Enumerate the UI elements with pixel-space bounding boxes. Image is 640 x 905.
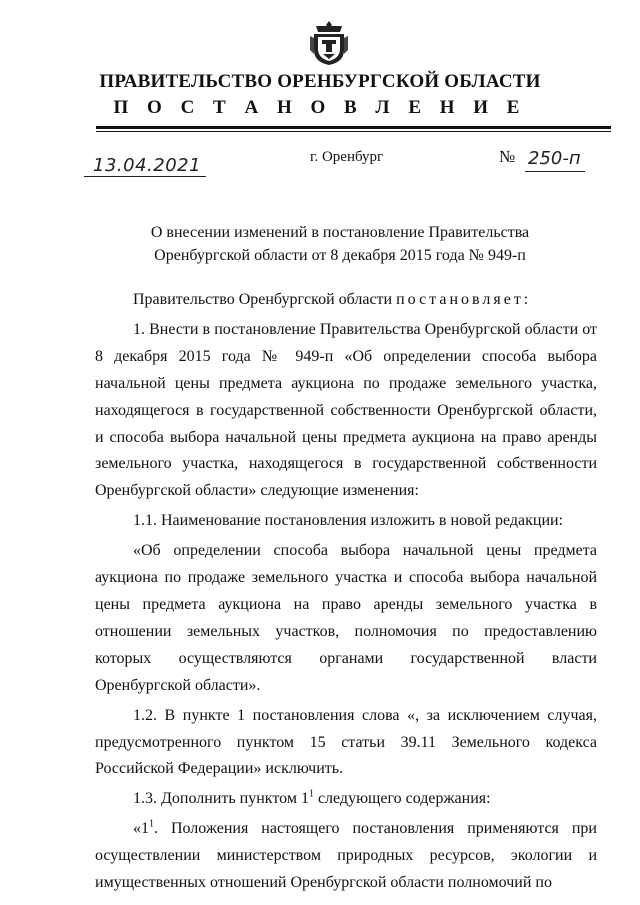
- intro-text: Правительство Оренбургской области: [133, 291, 397, 308]
- handwritten-date: 13.04.2021: [93, 155, 202, 176]
- number-label: №: [499, 147, 516, 166]
- decree-subject: [130, 221, 550, 267]
- date-underline: [84, 176, 206, 177]
- paragraph-1-1: 1.1. Наименование постановления изложить в новой редакции:: [133, 512, 564, 530]
- decree-body: [95, 287, 597, 897]
- p-last-text: . Положения настоящего постановления применяются при осуществлении министерством природных ресурсов, экологии и имущественных отношений Оренбургской области полномочий по: [95, 820, 597, 892]
- paragraph-last: [95, 816, 597, 897]
- handwritten-number: 250-п: [528, 148, 581, 169]
- document-type-title: П О С Т А Н О В Л Е Н И Е: [113, 97, 527, 118]
- subject-line-1: О внесении изменений в постановление Правительства: [150, 224, 530, 241]
- p1-3-text-end: следующего содержания:: [313, 790, 491, 808]
- intro-spaced-text: постановляет:: [396, 291, 532, 308]
- header-rule-thin: [96, 131, 611, 132]
- p1-3-superscript: 1: [308, 788, 314, 800]
- subject-line-2: Оренбургской области от 8 декабря 2015 года № 949-п: [154, 247, 526, 264]
- p-last-superscript: 1: [149, 818, 154, 830]
- p1-3-text: 1.3. Дополнить пунктом 1: [133, 790, 309, 808]
- p-last-open: «1: [133, 820, 149, 838]
- paragraph-1-3: [95, 786, 597, 813]
- coat-of-arms-icon: [308, 20, 350, 66]
- government-title: ПРАВИТЕЛЬСТВО ОРЕНБУРГСКОЙ ОБЛАСТИ: [99, 71, 541, 92]
- paragraph-1: 1. Внести в постановление Правительства Оренбургской области от 8 декабря 2015 года № 949-п «Об определении способа выбора начальной цены предмета аукциона по продаже земельного участка, находящегося в государственной собственности Оренбургской области, и способа выбора начальной цены предмета аукциона на право аренды земельного участка, находящегося в государственной собственности Оренбургской области» следующие изменения:: [95, 320, 597, 500]
- city-label: г. Оренбург: [310, 149, 384, 165]
- intro-paragraph: [95, 287, 597, 314]
- paragraph-1-1-quote: «Об определении способа выбора начальной цены предмета аукциона по продаже земельного участка и способа выбора начальной цены предмета аукциона на право аренды земельного участка в отношении земельных участков, полномочия по предоставлению которых осуществляются органами государственной власти Оренбургской области».: [95, 542, 597, 694]
- header-rule-thick: [96, 126, 611, 129]
- number-underline: [525, 171, 585, 172]
- paragraph-1-2: 1.2. В пункте 1 постановления слова «, за исключением случая, предусмотренного пунктом 15 статьи 39.11 Земельного кодекса Российской Федерации» исключить.: [95, 706, 597, 778]
